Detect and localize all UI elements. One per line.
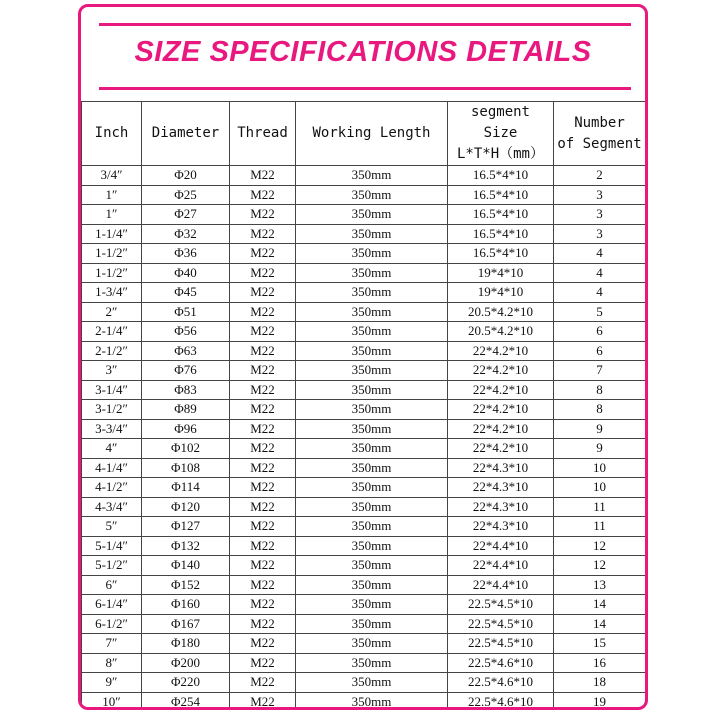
cell-inch: 9″ bbox=[82, 673, 142, 693]
table-row bbox=[82, 575, 646, 595]
table-row bbox=[82, 205, 646, 225]
cell-working-length: 350mm bbox=[296, 283, 448, 303]
cell-diameter: Φ89 bbox=[142, 400, 230, 420]
cell-working-length: 350mm bbox=[296, 361, 448, 381]
cell-segment-size: 22*4.3*10 bbox=[448, 458, 554, 478]
cell-thread: M22 bbox=[230, 478, 296, 498]
spec-card bbox=[78, 4, 648, 710]
header-line: Size bbox=[483, 125, 518, 141]
cell-inch: 4-1/4″ bbox=[82, 458, 142, 478]
cell-diameter: Φ27 bbox=[142, 205, 230, 225]
cell-inch: 4-1/2″ bbox=[82, 478, 142, 498]
page-title: SIZE SPECIFICATIONS DETAILS bbox=[134, 36, 592, 68]
cell-inch: 3-1/2″ bbox=[82, 400, 142, 420]
table-row bbox=[82, 302, 646, 322]
table-row bbox=[82, 224, 646, 244]
cell-segment-count: 14 bbox=[554, 595, 646, 615]
header-inch bbox=[82, 102, 142, 166]
cell-segment-count: 4 bbox=[554, 283, 646, 303]
cell-segment-count: 3 bbox=[554, 185, 646, 205]
header-thread bbox=[230, 102, 296, 166]
cell-working-length: 350mm bbox=[296, 341, 448, 361]
cell-segment-size: 19*4*10 bbox=[448, 283, 554, 303]
title-rule-top bbox=[99, 23, 631, 26]
cell-working-length: 350mm bbox=[296, 419, 448, 439]
cell-diameter: Φ96 bbox=[142, 419, 230, 439]
cell-inch: 2″ bbox=[82, 302, 142, 322]
cell-working-length: 350mm bbox=[296, 673, 448, 693]
cell-segment-count: 4 bbox=[554, 263, 646, 283]
cell-thread: M22 bbox=[230, 224, 296, 244]
header-line: Diameter bbox=[151, 125, 220, 141]
header-line: Working Length bbox=[312, 125, 431, 141]
cell-inch: 5-1/2″ bbox=[82, 556, 142, 576]
cell-thread: M22 bbox=[230, 692, 296, 710]
cell-working-length: 350mm bbox=[296, 166, 448, 186]
cell-segment-size: 22*4.4*10 bbox=[448, 556, 554, 576]
cell-working-length: 350mm bbox=[296, 614, 448, 634]
header-line: L*T*H（mm） bbox=[456, 146, 544, 162]
cell-segment-count: 18 bbox=[554, 673, 646, 693]
cell-diameter: Φ20 bbox=[142, 166, 230, 186]
cell-diameter: Φ40 bbox=[142, 263, 230, 283]
cell-segment-count: 11 bbox=[554, 497, 646, 517]
cell-segment-count: 19 bbox=[554, 692, 646, 710]
cell-diameter: Φ167 bbox=[142, 614, 230, 634]
cell-working-length: 350mm bbox=[296, 400, 448, 420]
table-row bbox=[82, 244, 646, 264]
table-header-row bbox=[82, 102, 646, 166]
cell-inch: 8″ bbox=[82, 653, 142, 673]
cell-diameter: Φ51 bbox=[142, 302, 230, 322]
cell-inch: 1-1/4″ bbox=[82, 224, 142, 244]
cell-segment-size: 22.5*4.6*10 bbox=[448, 653, 554, 673]
cell-thread: M22 bbox=[230, 400, 296, 420]
cell-inch: 5″ bbox=[82, 517, 142, 537]
cell-working-length: 350mm bbox=[296, 517, 448, 537]
header-line: of Segment bbox=[557, 135, 642, 152]
cell-diameter: Φ45 bbox=[142, 283, 230, 303]
cell-thread: M22 bbox=[230, 283, 296, 303]
cell-working-length: 350mm bbox=[296, 380, 448, 400]
cell-inch: 6″ bbox=[82, 575, 142, 595]
cell-working-length: 350mm bbox=[296, 185, 448, 205]
cell-thread: M22 bbox=[230, 263, 296, 283]
cell-working-length: 350mm bbox=[296, 497, 448, 517]
cell-segment-size: 22.5*4.5*10 bbox=[448, 595, 554, 615]
cell-thread: M22 bbox=[230, 166, 296, 186]
table-row bbox=[82, 400, 646, 420]
cell-thread: M22 bbox=[230, 556, 296, 576]
table-row bbox=[82, 614, 646, 634]
header-diameter bbox=[142, 102, 230, 166]
cell-segment-count: 10 bbox=[554, 458, 646, 478]
cell-thread: M22 bbox=[230, 205, 296, 225]
cell-diameter: Φ114 bbox=[142, 478, 230, 498]
cell-thread: M22 bbox=[230, 341, 296, 361]
cell-working-length: 350mm bbox=[296, 224, 448, 244]
cell-segment-count: 16 bbox=[554, 653, 646, 673]
cell-diameter: Φ220 bbox=[142, 673, 230, 693]
cell-diameter: Φ140 bbox=[142, 556, 230, 576]
cell-inch: 5-1/4″ bbox=[82, 536, 142, 556]
table-row bbox=[82, 673, 646, 693]
cell-segment-count: 13 bbox=[554, 575, 646, 595]
cell-working-length: 350mm bbox=[296, 205, 448, 225]
cell-working-length: 350mm bbox=[296, 322, 448, 342]
cell-diameter: Φ160 bbox=[142, 595, 230, 615]
cell-working-length: 350mm bbox=[296, 556, 448, 576]
cell-diameter: Φ102 bbox=[142, 439, 230, 459]
header-line: segment bbox=[470, 104, 530, 120]
cell-working-length: 350mm bbox=[296, 536, 448, 556]
cell-thread: M22 bbox=[230, 185, 296, 205]
cell-working-length: 350mm bbox=[296, 595, 448, 615]
cell-working-length: 350mm bbox=[296, 302, 448, 322]
cell-diameter: Φ120 bbox=[142, 497, 230, 517]
table-row bbox=[82, 634, 646, 654]
cell-inch: 1-1/2″ bbox=[82, 244, 142, 264]
cell-inch: 1-3/4″ bbox=[82, 283, 142, 303]
cell-segment-count: 14 bbox=[554, 614, 646, 634]
cell-thread: M22 bbox=[230, 380, 296, 400]
cell-segment-count: 10 bbox=[554, 478, 646, 498]
cell-inch: 3-3/4″ bbox=[82, 419, 142, 439]
cell-inch: 1″ bbox=[82, 185, 142, 205]
cell-thread: M22 bbox=[230, 536, 296, 556]
header-line: Thread bbox=[237, 125, 288, 141]
cell-thread: M22 bbox=[230, 419, 296, 439]
cell-inch: 10″ bbox=[82, 692, 142, 710]
cell-working-length: 350mm bbox=[296, 653, 448, 673]
header-line: Inch bbox=[94, 125, 129, 141]
cell-thread: M22 bbox=[230, 439, 296, 459]
cell-segment-count: 9 bbox=[554, 419, 646, 439]
cell-working-length: 350mm bbox=[296, 458, 448, 478]
cell-inch: 6-1/2″ bbox=[82, 614, 142, 634]
cell-inch: 1″ bbox=[82, 205, 142, 225]
cell-diameter: Φ32 bbox=[142, 224, 230, 244]
cell-segment-count: 2 bbox=[554, 166, 646, 186]
cell-inch: 2-1/4″ bbox=[82, 322, 142, 342]
cell-inch: 2-1/2″ bbox=[82, 341, 142, 361]
cell-segment-count: 9 bbox=[554, 439, 646, 459]
cell-segment-count: 8 bbox=[554, 400, 646, 420]
cell-segment-size: 22*4.3*10 bbox=[448, 478, 554, 498]
cell-segment-size: 22*4.3*10 bbox=[448, 517, 554, 537]
cell-segment-count: 15 bbox=[554, 634, 646, 654]
table-row bbox=[82, 692, 646, 710]
cell-working-length: 350mm bbox=[296, 478, 448, 498]
cell-segment-size: 22*4.2*10 bbox=[448, 380, 554, 400]
cell-diameter: Φ254 bbox=[142, 692, 230, 710]
cell-segment-count: 3 bbox=[554, 224, 646, 244]
cell-inch: 1-1/2″ bbox=[82, 263, 142, 283]
cell-diameter: Φ25 bbox=[142, 185, 230, 205]
header-working-length bbox=[296, 102, 448, 166]
cell-segment-count: 6 bbox=[554, 322, 646, 342]
cell-working-length: 350mm bbox=[296, 575, 448, 595]
cell-segment-size: 22*4.2*10 bbox=[448, 439, 554, 459]
cell-diameter: Φ180 bbox=[142, 634, 230, 654]
table-row bbox=[82, 653, 646, 673]
cell-segment-size: 22.5*4.6*10 bbox=[448, 692, 554, 710]
cell-diameter: Φ200 bbox=[142, 653, 230, 673]
cell-diameter: Φ132 bbox=[142, 536, 230, 556]
cell-segment-size: 22*4.3*10 bbox=[448, 497, 554, 517]
cell-inch: 7″ bbox=[82, 634, 142, 654]
cell-thread: M22 bbox=[230, 302, 296, 322]
table-row bbox=[82, 536, 646, 556]
table-row bbox=[82, 556, 646, 576]
cell-segment-count: 4 bbox=[554, 244, 646, 264]
cell-thread: M22 bbox=[230, 575, 296, 595]
cell-working-length: 350mm bbox=[296, 244, 448, 264]
cell-diameter: Φ36 bbox=[142, 244, 230, 264]
table-row bbox=[82, 478, 646, 498]
cell-inch: 3-1/4″ bbox=[82, 380, 142, 400]
cell-inch: 6-1/4″ bbox=[82, 595, 142, 615]
cell-diameter: Φ152 bbox=[142, 575, 230, 595]
table-row bbox=[82, 419, 646, 439]
table-row bbox=[82, 166, 646, 186]
cell-segment-size: 20.5*4.2*10 bbox=[448, 322, 554, 342]
title-rule-bottom bbox=[99, 87, 631, 90]
cell-segment-size: 16.5*4*10 bbox=[448, 166, 554, 186]
cell-segment-size: 19*4*10 bbox=[448, 263, 554, 283]
table-row bbox=[82, 497, 646, 517]
cell-thread: M22 bbox=[230, 653, 296, 673]
table-row bbox=[82, 439, 646, 459]
cell-diameter: Φ76 bbox=[142, 361, 230, 381]
cell-segment-size: 22.5*4.5*10 bbox=[448, 614, 554, 634]
cell-working-length: 350mm bbox=[296, 439, 448, 459]
cell-inch: 4-3/4″ bbox=[82, 497, 142, 517]
cell-thread: M22 bbox=[230, 361, 296, 381]
cell-segment-size: 16.5*4*10 bbox=[448, 244, 554, 264]
cell-segment-count: 3 bbox=[554, 205, 646, 225]
cell-thread: M22 bbox=[230, 614, 296, 634]
table-row bbox=[82, 361, 646, 381]
table-row bbox=[82, 283, 646, 303]
header-number-of-segment bbox=[554, 102, 646, 166]
table-row bbox=[82, 185, 646, 205]
cell-segment-count: 7 bbox=[554, 361, 646, 381]
cell-working-length: 350mm bbox=[296, 634, 448, 654]
table-row bbox=[82, 595, 646, 615]
spec-table bbox=[81, 101, 646, 710]
cell-thread: M22 bbox=[230, 673, 296, 693]
cell-thread: M22 bbox=[230, 517, 296, 537]
cell-segment-count: 11 bbox=[554, 517, 646, 537]
cell-segment-count: 5 bbox=[554, 302, 646, 322]
cell-thread: M22 bbox=[230, 244, 296, 264]
cell-segment-size: 22.5*4.6*10 bbox=[448, 673, 554, 693]
cell-segment-size: 22*4.2*10 bbox=[448, 361, 554, 381]
cell-diameter: Φ127 bbox=[142, 517, 230, 537]
header-segment-size bbox=[448, 102, 554, 166]
table-body bbox=[82, 166, 646, 711]
cell-segment-count: 8 bbox=[554, 380, 646, 400]
table-row bbox=[82, 322, 646, 342]
cell-inch: 3/4″ bbox=[82, 166, 142, 186]
cell-segment-size: 22.5*4.5*10 bbox=[448, 634, 554, 654]
cell-working-length: 350mm bbox=[296, 692, 448, 710]
cell-thread: M22 bbox=[230, 322, 296, 342]
cell-diameter: Φ63 bbox=[142, 341, 230, 361]
header-line: Number bbox=[574, 114, 625, 131]
cell-segment-count: 12 bbox=[554, 536, 646, 556]
table-row bbox=[82, 517, 646, 537]
cell-diameter: Φ56 bbox=[142, 322, 230, 342]
table-row bbox=[82, 380, 646, 400]
cell-diameter: Φ83 bbox=[142, 380, 230, 400]
table-row bbox=[82, 341, 646, 361]
cell-segment-size: 16.5*4*10 bbox=[448, 205, 554, 225]
cell-inch: 3″ bbox=[82, 361, 142, 381]
cell-segment-size: 22*4.2*10 bbox=[448, 419, 554, 439]
cell-segment-count: 6 bbox=[554, 341, 646, 361]
cell-thread: M22 bbox=[230, 497, 296, 517]
cell-segment-size: 22*4.4*10 bbox=[448, 575, 554, 595]
cell-inch: 4″ bbox=[82, 439, 142, 459]
cell-segment-size: 22*4.4*10 bbox=[448, 536, 554, 556]
cell-diameter: Φ108 bbox=[142, 458, 230, 478]
cell-segment-count: 12 bbox=[554, 556, 646, 576]
cell-thread: M22 bbox=[230, 634, 296, 654]
table-row bbox=[82, 263, 646, 283]
cell-working-length: 350mm bbox=[296, 263, 448, 283]
cell-thread: M22 bbox=[230, 595, 296, 615]
cell-segment-size: 22*4.2*10 bbox=[448, 341, 554, 361]
cell-segment-size: 20.5*4.2*10 bbox=[448, 302, 554, 322]
table-row bbox=[82, 458, 646, 478]
cell-segment-size: 16.5*4*10 bbox=[448, 185, 554, 205]
cell-segment-size: 22*4.2*10 bbox=[448, 400, 554, 420]
cell-segment-size: 16.5*4*10 bbox=[448, 224, 554, 244]
cell-thread: M22 bbox=[230, 458, 296, 478]
